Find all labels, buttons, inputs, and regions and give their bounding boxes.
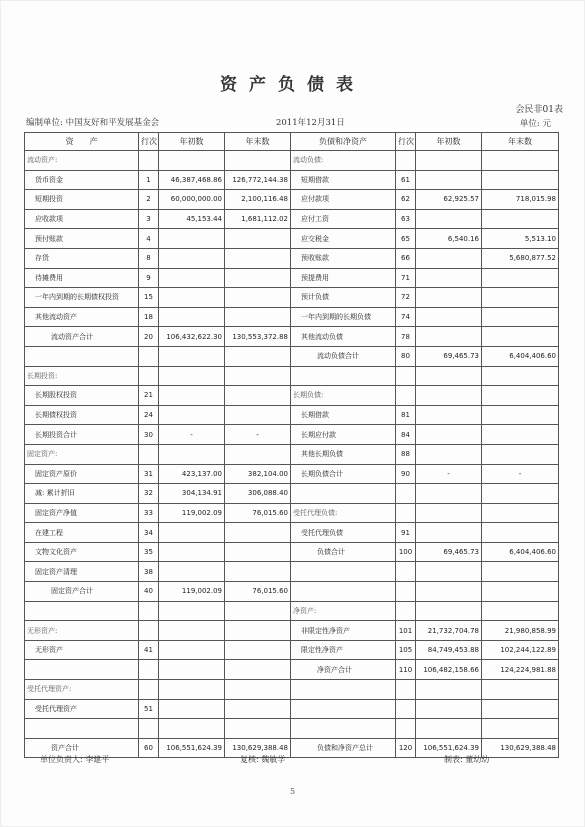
liability-line-no: 100 (396, 542, 416, 562)
asset-line-no: 51 (139, 699, 159, 719)
header-line-no: 行次 (396, 133, 416, 151)
asset-ending-value (225, 229, 291, 249)
asset-ending-value (225, 307, 291, 327)
asset-line-no: 3 (139, 209, 159, 229)
table-row (25, 503, 559, 523)
header-liabilities: 负债和净资产 (291, 133, 396, 151)
asset-ending-value (225, 562, 291, 582)
preparer: 制表: 董幼幼 (444, 755, 490, 764)
asset-beginning-value (159, 366, 225, 386)
liability-line-no: 80 (396, 346, 416, 366)
asset-line-no: 32 (139, 484, 159, 504)
asset-label (25, 660, 139, 680)
liability-beginning-value (416, 425, 482, 445)
asset-label: 无形资产 (25, 640, 139, 660)
liability-beginning-value: 69,465.73 (416, 542, 482, 562)
table-row (25, 582, 559, 602)
asset-beginning-value (159, 346, 225, 366)
asset-line-no: 31 (139, 464, 159, 484)
asset-ending-value: 382,104.00 (225, 464, 291, 484)
liability-label: 应付款项 (291, 190, 396, 210)
asset-label: 资产合计 (25, 738, 139, 758)
asset-label: 待摊费用 (25, 268, 139, 288)
liability-line-no (396, 151, 416, 171)
liability-beginning-value: - (416, 464, 482, 484)
asset-beginning-value: 119,002.09 (159, 503, 225, 523)
asset-label: 长期股权投资 (25, 386, 139, 406)
liability-beginning-value (416, 444, 482, 464)
asset-ending-value: - (225, 425, 291, 445)
liability-beginning-value (416, 601, 482, 621)
asset-label: 短期投资 (25, 190, 139, 210)
table-row (25, 248, 559, 268)
report-title: 资产负债表 (220, 75, 365, 95)
liability-ending-value (482, 484, 559, 504)
table-row (25, 386, 559, 406)
asset-ending-value (225, 444, 291, 464)
asset-line-no: 15 (139, 288, 159, 308)
liability-line-no (396, 699, 416, 719)
asset-label: 应收款项 (25, 209, 139, 229)
asset-line-no: 41 (139, 640, 159, 660)
liability-line-no: 88 (396, 444, 416, 464)
liability-line-no (396, 601, 416, 621)
liability-ending-value: 124,224,981.88 (482, 660, 559, 680)
report-date: 2011年12月31日 (276, 118, 345, 128)
liability-line-no: 61 (396, 170, 416, 190)
asset-ending-value (225, 151, 291, 171)
liability-beginning-value (416, 405, 482, 425)
liability-label (291, 484, 396, 504)
table-row (25, 425, 559, 445)
asset-line-no (139, 660, 159, 680)
asset-line-no: 35 (139, 542, 159, 562)
asset-line-no: 21 (139, 386, 159, 406)
table-row (25, 523, 559, 543)
table-row (25, 307, 559, 327)
table-row (25, 542, 559, 562)
table-row (25, 640, 559, 660)
liability-beginning-value (416, 307, 482, 327)
liability-line-no (396, 562, 416, 582)
table-row (25, 660, 559, 680)
asset-ending-value (225, 660, 291, 680)
liability-beginning-value: 21,732,704.78 (416, 621, 482, 641)
header-ending: 年末数 (225, 133, 291, 151)
liability-label: 受托代理负债 (291, 523, 396, 543)
liability-label: 长期借款 (291, 405, 396, 425)
balance-sheet-table (24, 132, 559, 758)
asset-ending-value (225, 601, 291, 621)
liability-line-no: 84 (396, 425, 416, 445)
liability-ending-value: 718,015.98 (482, 190, 559, 210)
liability-line-no: 78 (396, 327, 416, 347)
liability-beginning-value (416, 366, 482, 386)
asset-line-no (139, 621, 159, 641)
liability-ending-value: - (482, 464, 559, 484)
liability-line-no (396, 484, 416, 504)
liability-label (291, 366, 396, 386)
asset-label: 文物文化资产 (25, 542, 139, 562)
liability-label: 非限定性净资产 (291, 621, 396, 641)
liability-label: 长期负债: (291, 386, 396, 406)
liability-beginning-value: 106,551,624.39 (416, 738, 482, 758)
liability-label: 流动负债: (291, 151, 396, 171)
table-row (25, 327, 559, 347)
asset-line-no (139, 151, 159, 171)
asset-label: 货币资金 (25, 170, 139, 190)
liability-label: 一年内到期的长期负债 (291, 307, 396, 327)
liability-label: 应付工资 (291, 209, 396, 229)
asset-beginning-value (159, 268, 225, 288)
asset-line-no: 24 (139, 405, 159, 425)
asset-line-no: 40 (139, 582, 159, 602)
asset-ending-value (225, 680, 291, 700)
asset-beginning-value (159, 660, 225, 680)
liability-label: 流动负债合计 (291, 346, 396, 366)
asset-beginning-value (159, 719, 225, 739)
asset-ending-value (225, 640, 291, 660)
liability-beginning-value (416, 386, 482, 406)
asset-ending-value (225, 386, 291, 406)
liability-label (291, 562, 396, 582)
asset-label (25, 719, 139, 739)
asset-label: 长期投资: (25, 366, 139, 386)
liability-label: 负债合计 (291, 542, 396, 562)
asset-label: 长期债权投资 (25, 405, 139, 425)
asset-label: 一年内到期的长期债权投资 (25, 288, 139, 308)
asset-ending-value: 2,100,116.48 (225, 190, 291, 210)
table-row (25, 366, 559, 386)
asset-beginning-value (159, 386, 225, 406)
liability-label (291, 582, 396, 602)
liability-label: 长期负债合计 (291, 464, 396, 484)
liability-ending-value (482, 582, 559, 602)
asset-line-no: 2 (139, 190, 159, 210)
asset-label: 在建工程 (25, 523, 139, 543)
asset-label: 流动资产合计 (25, 327, 139, 347)
asset-beginning-value (159, 699, 225, 719)
liability-line-no (396, 719, 416, 739)
liability-label (291, 680, 396, 700)
asset-line-no (139, 346, 159, 366)
asset-label (25, 601, 139, 621)
asset-label: 固定资产清理 (25, 562, 139, 582)
asset-line-no (139, 601, 159, 621)
asset-beginning-value: 119,002.09 (159, 582, 225, 602)
liability-ending-value (482, 425, 559, 445)
asset-label: 减: 累计折旧 (25, 484, 139, 504)
liability-ending-value: 6,404,406.60 (482, 346, 559, 366)
asset-ending-value (225, 621, 291, 641)
header-ending: 年末数 (482, 133, 559, 151)
liability-ending-value (482, 209, 559, 229)
liability-label: 长期应付款 (291, 425, 396, 445)
asset-beginning-value: 106,551,624.39 (159, 738, 225, 758)
liability-beginning-value (416, 719, 482, 739)
asset-beginning-value (159, 542, 225, 562)
asset-label: 流动资产: (25, 151, 139, 171)
liability-ending-value (482, 405, 559, 425)
asset-line-no: 20 (139, 327, 159, 347)
liability-ending-value (482, 719, 559, 739)
asset-ending-value: 76,015.60 (225, 582, 291, 602)
liability-line-no: 110 (396, 660, 416, 680)
asset-line-no: 18 (139, 307, 159, 327)
liability-ending-value (482, 601, 559, 621)
liability-beginning-value (416, 327, 482, 347)
table-row (25, 405, 559, 425)
liability-ending-value (482, 307, 559, 327)
liability-beginning-value (416, 680, 482, 700)
liability-beginning-value: 62,925.57 (416, 190, 482, 210)
asset-line-no (139, 444, 159, 464)
liability-beginning-value (416, 151, 482, 171)
asset-beginning-value: 60,000,000.00 (159, 190, 225, 210)
table-row (25, 190, 559, 210)
header-beginning: 年初数 (159, 133, 225, 151)
asset-ending-value (225, 719, 291, 739)
asset-beginning-value (159, 405, 225, 425)
asset-beginning-value (159, 621, 225, 641)
liability-beginning-value: 6,540.16 (416, 229, 482, 249)
form-number: 会民非01表 (515, 105, 563, 115)
liability-line-no: 66 (396, 248, 416, 268)
asset-label: 固定资产净值 (25, 503, 139, 523)
reviewer: 复核: 魏敏学 (240, 755, 286, 764)
liability-beginning-value (416, 484, 482, 504)
liability-beginning-value: 84,749,453.88 (416, 640, 482, 660)
liability-line-no (396, 366, 416, 386)
liability-line-no: 105 (396, 640, 416, 660)
liability-line-no: 65 (396, 229, 416, 249)
liability-line-no: 81 (396, 405, 416, 425)
liability-label (291, 719, 396, 739)
asset-label: 受托代理资产 (25, 699, 139, 719)
liability-ending-value (482, 523, 559, 543)
asset-label: 无形资产: (25, 621, 139, 641)
asset-ending-value: 126,772,144.38 (225, 170, 291, 190)
asset-beginning-value: 45,153.44 (159, 209, 225, 229)
liability-ending-value (482, 151, 559, 171)
page-number: 5 (289, 787, 296, 796)
liability-beginning-value (416, 562, 482, 582)
asset-beginning-value (159, 444, 225, 464)
liability-line-no (396, 503, 416, 523)
asset-line-no: 33 (139, 503, 159, 523)
asset-ending-value: 130,629,388.48 (225, 738, 291, 758)
liability-label (291, 699, 396, 719)
asset-label: 存货 (25, 248, 139, 268)
asset-label: 长期投资合计 (25, 425, 139, 445)
asset-label: 其他流动资产 (25, 307, 139, 327)
liability-ending-value (482, 503, 559, 523)
liability-ending-value (482, 680, 559, 700)
liability-line-no (396, 386, 416, 406)
liability-beginning-value: 106,482,158.66 (416, 660, 482, 680)
asset-ending-value (225, 346, 291, 366)
liability-beginning-value (416, 699, 482, 719)
liability-label: 受托代理负债: (291, 503, 396, 523)
asset-ending-value (225, 523, 291, 543)
asset-beginning-value (159, 562, 225, 582)
liability-label: 短期借款 (291, 170, 396, 190)
asset-line-no: 34 (139, 523, 159, 543)
liability-beginning-value (416, 523, 482, 543)
liability-ending-value: 102,244,122.89 (482, 640, 559, 660)
asset-ending-value (225, 248, 291, 268)
liability-label: 预收账款 (291, 248, 396, 268)
table-row (25, 209, 559, 229)
asset-beginning-value (159, 288, 225, 308)
asset-label: 固定资产原价 (25, 464, 139, 484)
table-row (25, 444, 559, 464)
liability-beginning-value (416, 503, 482, 523)
asset-beginning-value (159, 523, 225, 543)
liability-ending-value (482, 699, 559, 719)
liability-beginning-value (416, 170, 482, 190)
liability-label: 其他流动负债 (291, 327, 396, 347)
liability-beginning-value (416, 582, 482, 602)
liability-line-no: 90 (396, 464, 416, 484)
liability-line-no: 101 (396, 621, 416, 641)
asset-label: 固定资产: (25, 444, 139, 464)
liability-ending-value: 130,629,388.48 (482, 738, 559, 758)
liability-line-no: 63 (396, 209, 416, 229)
liability-line-no (396, 582, 416, 602)
liability-ending-value (482, 386, 559, 406)
asset-line-no: 38 (139, 562, 159, 582)
asset-ending-value (225, 405, 291, 425)
asset-beginning-value: 46,387,468.86 (159, 170, 225, 190)
liability-line-no: 71 (396, 268, 416, 288)
liability-label: 预计负债 (291, 288, 396, 308)
asset-beginning-value: 423,137.00 (159, 464, 225, 484)
liability-beginning-value (416, 288, 482, 308)
liability-beginning-value (416, 268, 482, 288)
asset-ending-value (225, 288, 291, 308)
liability-beginning-value (416, 209, 482, 229)
asset-ending-value: 1,681,112.02 (225, 209, 291, 229)
liability-ending-value (482, 268, 559, 288)
asset-beginning-value (159, 680, 225, 700)
asset-ending-value (225, 699, 291, 719)
asset-beginning-value: 106,432,622.30 (159, 327, 225, 347)
asset-label (25, 346, 139, 366)
table-row (25, 621, 559, 641)
liability-ending-value (482, 444, 559, 464)
header-assets: 资 产 (25, 133, 139, 151)
table-row (25, 562, 559, 582)
liability-ending-value (482, 170, 559, 190)
table-row (25, 680, 559, 700)
asset-beginning-value (159, 151, 225, 171)
header-line-no: 行次 (139, 133, 159, 151)
liability-line-no: 74 (396, 307, 416, 327)
table-row (25, 170, 559, 190)
liability-ending-value: 6,404,406.60 (482, 542, 559, 562)
asset-line-no: 30 (139, 425, 159, 445)
liability-line-no: 62 (396, 190, 416, 210)
liability-ending-value (482, 288, 559, 308)
liability-label: 限定性净资产 (291, 640, 396, 660)
asset-ending-value: 130,553,372.88 (225, 327, 291, 347)
table-row (25, 719, 559, 739)
asset-label: 预付账款 (25, 229, 139, 249)
asset-beginning-value (159, 229, 225, 249)
asset-label: 受托代理资产: (25, 680, 139, 700)
table-row (25, 601, 559, 621)
asset-ending-value (225, 268, 291, 288)
liability-ending-value: 5,513.10 (482, 229, 559, 249)
liability-line-no: 72 (396, 288, 416, 308)
table-row (25, 151, 559, 171)
liability-label: 应交税金 (291, 229, 396, 249)
liability-ending-value (482, 327, 559, 347)
asset-beginning-value (159, 307, 225, 327)
liability-beginning-value: 69,465.73 (416, 346, 482, 366)
liability-ending-value (482, 562, 559, 582)
liability-line-no (396, 680, 416, 700)
asset-line-no: 9 (139, 268, 159, 288)
asset-ending-value (225, 542, 291, 562)
table-row (25, 229, 559, 249)
table-row (25, 464, 559, 484)
table-row (25, 268, 559, 288)
liability-ending-value: 5,680,877.52 (482, 248, 559, 268)
asset-line-no (139, 680, 159, 700)
asset-line-no: 60 (139, 738, 159, 758)
asset-beginning-value (159, 248, 225, 268)
asset-line-no: 1 (139, 170, 159, 190)
table-row (25, 346, 559, 366)
asset-line-no: 4 (139, 229, 159, 249)
table-row (25, 699, 559, 719)
liability-label: 其他长期负债 (291, 444, 396, 464)
header-beginning: 年初数 (416, 133, 482, 151)
asset-beginning-value: 304,134.91 (159, 484, 225, 504)
liability-ending-value: 21,980,858.99 (482, 621, 559, 641)
liability-label: 负债和净资产总计 (291, 738, 396, 758)
liability-label: 净资产: (291, 601, 396, 621)
asset-line-no (139, 366, 159, 386)
currency-unit: 单位: 元 (519, 119, 551, 129)
asset-line-no: 8 (139, 248, 159, 268)
table-row (25, 484, 559, 504)
asset-beginning-value: - (159, 425, 225, 445)
liability-line-no: 91 (396, 523, 416, 543)
asset-ending-value: 306,088.40 (225, 484, 291, 504)
asset-ending-value (225, 366, 291, 386)
liability-label: 净资产合计 (291, 660, 396, 680)
liability-line-no: 120 (396, 738, 416, 758)
asset-beginning-value (159, 640, 225, 660)
liability-label: 预提费用 (291, 268, 396, 288)
responsible-person: 单位负责人: 李建平 (40, 755, 110, 764)
asset-beginning-value (159, 601, 225, 621)
table-header-row (25, 133, 559, 151)
liability-ending-value (482, 366, 559, 386)
table-row (25, 288, 559, 308)
asset-label: 固定资产合计 (25, 582, 139, 602)
preparing-unit: 编制单位: 中国友好和平发展基金会 (26, 118, 160, 128)
asset-line-no (139, 719, 159, 739)
liability-beginning-value (416, 248, 482, 268)
asset-ending-value: 76,015.60 (225, 503, 291, 523)
